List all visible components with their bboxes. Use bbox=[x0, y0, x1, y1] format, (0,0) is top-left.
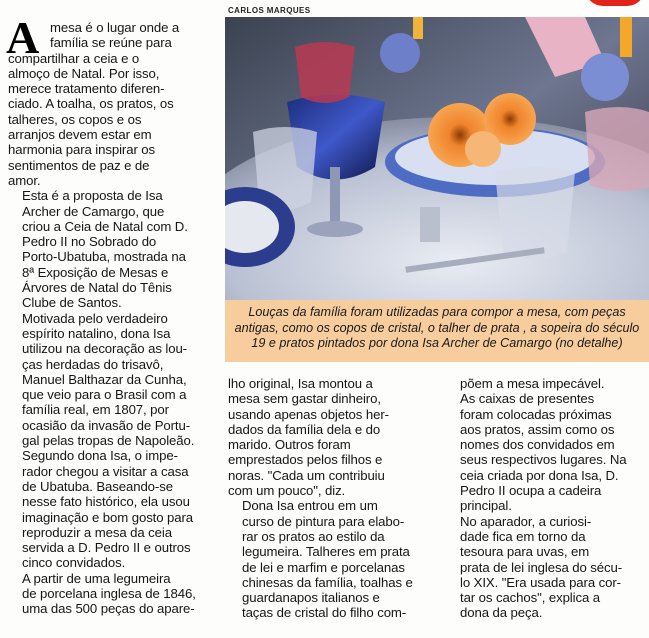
text-line: imaginação e bom gosto para bbox=[22, 509, 194, 525]
text-line: merece tratamento diferen- bbox=[8, 81, 165, 97]
text-line: uma das 500 peças do apare- bbox=[22, 601, 195, 617]
text-line: arranjos devem estar em bbox=[8, 127, 152, 143]
article-column-2 bbox=[228, 376, 438, 621]
text-line: ceia criada por dona Isa, D. bbox=[460, 467, 619, 483]
text-line: usando apenas objetos her- bbox=[228, 406, 389, 422]
paragraph bbox=[446, 376, 644, 391]
text-line: dade fica em torno da bbox=[460, 528, 586, 544]
text-line: com um pouco", diz. bbox=[228, 483, 346, 499]
text-line: foram colocadas próximas bbox=[460, 406, 612, 422]
paragraph bbox=[228, 376, 438, 498]
table-setting-photo bbox=[225, 17, 649, 300]
text-line: taças de cristal do filho com- bbox=[242, 605, 407, 621]
text-line: marido. Outros foram bbox=[228, 437, 351, 453]
text-line: aos pratos, assim como os bbox=[460, 421, 615, 437]
text-line: dados da família dela e do bbox=[228, 421, 381, 437]
text-line: ocasião da invasão de Portu- bbox=[22, 417, 191, 433]
text-line: seus respectivos lugares. Na bbox=[460, 452, 627, 468]
caption-line: 19 e pratos pintados por dona Isa Archer de Camargo (no detalhe) bbox=[251, 336, 623, 350]
text-line: guardanapos italianos e bbox=[242, 590, 380, 606]
caption-line: antigas, como os copos de cristal, o talher de prata , a sopeira do século bbox=[234, 320, 640, 335]
text-line: curso de pintura para elabo- bbox=[242, 513, 405, 529]
text-line: Pedro II ocupa a cadeira bbox=[460, 483, 602, 499]
text-line: emprestados pelos filhos e bbox=[228, 452, 383, 468]
text-line: principal. bbox=[460, 498, 512, 514]
text-line: compartilhar a ceia e o bbox=[8, 50, 140, 66]
text-line: servida a D. Pedro II e outros bbox=[22, 540, 191, 556]
article-column-3 bbox=[446, 376, 644, 621]
text-line: tesoura para uvas, em bbox=[460, 544, 590, 560]
text-line: família se reúne para bbox=[50, 35, 172, 51]
photo-credit: CARLOS MARQUES bbox=[228, 6, 311, 15]
text-line: noras. "Cada um contribuiu bbox=[228, 467, 385, 483]
text-line: Clube de Santos. bbox=[22, 295, 122, 311]
text-line: As caixas de presentes bbox=[460, 391, 595, 407]
text-line: rador chegou a visitar a casa bbox=[22, 463, 189, 479]
text-line: de Ubatuba. Baseando-se bbox=[22, 478, 173, 494]
text-line: No aparador, a curiosi- bbox=[460, 513, 592, 529]
text-line: 8ª Exposição de Mesas e bbox=[22, 264, 169, 280]
photo-illustration bbox=[225, 17, 649, 300]
text-line: criou a Ceia de Natal com D. bbox=[22, 218, 188, 234]
text-line: reproduzir a mesa da ceia bbox=[22, 524, 172, 540]
paragraph bbox=[8, 571, 220, 617]
text-line: harmonia para inspirar os bbox=[8, 142, 156, 158]
paragraph bbox=[6, 12, 220, 188]
text-line: utilizou na decoração as lou- bbox=[22, 341, 187, 357]
text-line: legumeira. Talheres em prata bbox=[242, 544, 410, 560]
text-line: Porto-Ubatuba, mostrada na bbox=[22, 249, 186, 265]
paragraph bbox=[8, 448, 220, 570]
text-line: Motivada pelo verdadeiro bbox=[22, 310, 168, 326]
text-line: nomes dos convidados em bbox=[460, 437, 615, 453]
text-line: espírito natalino, dona Isa bbox=[22, 325, 171, 341]
text-line: prata de lei inglesa do sécu- bbox=[460, 559, 623, 575]
text-line: Archer de Camargo, que bbox=[22, 203, 165, 219]
text-line: Esta é a proposta de Isa bbox=[22, 188, 163, 204]
text-line: Segundo dona Isa, o impe- bbox=[22, 448, 178, 464]
paragraph bbox=[8, 311, 220, 449]
text-line: talheres, os copos e os bbox=[8, 111, 142, 127]
text-line: ças herdadas do trisavô, bbox=[22, 356, 164, 372]
article-column-1 bbox=[6, 12, 220, 617]
text-line: de lei e marfim e porcelanas bbox=[242, 559, 405, 575]
text-line: lho original, Isa montou a bbox=[228, 376, 373, 391]
text-line: dona da peça. bbox=[460, 605, 543, 621]
text-line: cinco convidados. bbox=[22, 555, 126, 571]
paragraph bbox=[8, 188, 220, 310]
text-line: Manuel Balthazar da Cunha, bbox=[22, 371, 187, 387]
text-line: de porcelana inglesa de 1846, bbox=[22, 585, 196, 601]
photo-caption bbox=[225, 300, 649, 362]
text-line: amor. bbox=[8, 172, 41, 188]
corner-accent bbox=[585, 0, 645, 6]
text-line: lo XIX. "Era usada para cor- bbox=[460, 574, 621, 590]
paragraph bbox=[446, 391, 644, 513]
text-line: nesse fato histórico, ela usou bbox=[22, 494, 190, 510]
text-line: põem a mesa impecável. bbox=[460, 376, 605, 391]
text-line: rar os pratos ao estilo da bbox=[242, 528, 385, 544]
caption-line: Louças da família foram utilizadas para compor a mesa, com peças bbox=[248, 305, 626, 319]
text-line: mesa sem gastar dinheiro, bbox=[228, 391, 381, 407]
paragraph bbox=[446, 514, 644, 621]
text-line: almoço de Natal. Por isso, bbox=[8, 65, 160, 81]
text-line: tar os cachos", explica a bbox=[460, 590, 600, 606]
text-line: chinesas da família, toalhas e bbox=[242, 574, 413, 590]
paragraph bbox=[228, 498, 438, 620]
text-line: Pedro II no Sobrado do bbox=[22, 234, 157, 250]
text-line: Dona Isa entrou em um bbox=[242, 498, 378, 514]
text-line: gal pelas tropas de Napoleão. bbox=[22, 433, 195, 449]
text-line: A partir de uma legumeira bbox=[22, 570, 171, 586]
text-line: família real, em 1807, por bbox=[22, 402, 169, 418]
text-line: sentimentos de paz e de bbox=[8, 157, 150, 173]
text-line: mesa é o lugar onde a bbox=[50, 20, 180, 35]
drop-cap: A bbox=[6, 12, 40, 63]
text-line: ciado. A toalha, os pratos, os bbox=[8, 96, 174, 112]
text-line: Árvores de Natal do Tênis bbox=[22, 280, 172, 296]
text-line: que veio para o Brasil com a bbox=[22, 387, 187, 403]
